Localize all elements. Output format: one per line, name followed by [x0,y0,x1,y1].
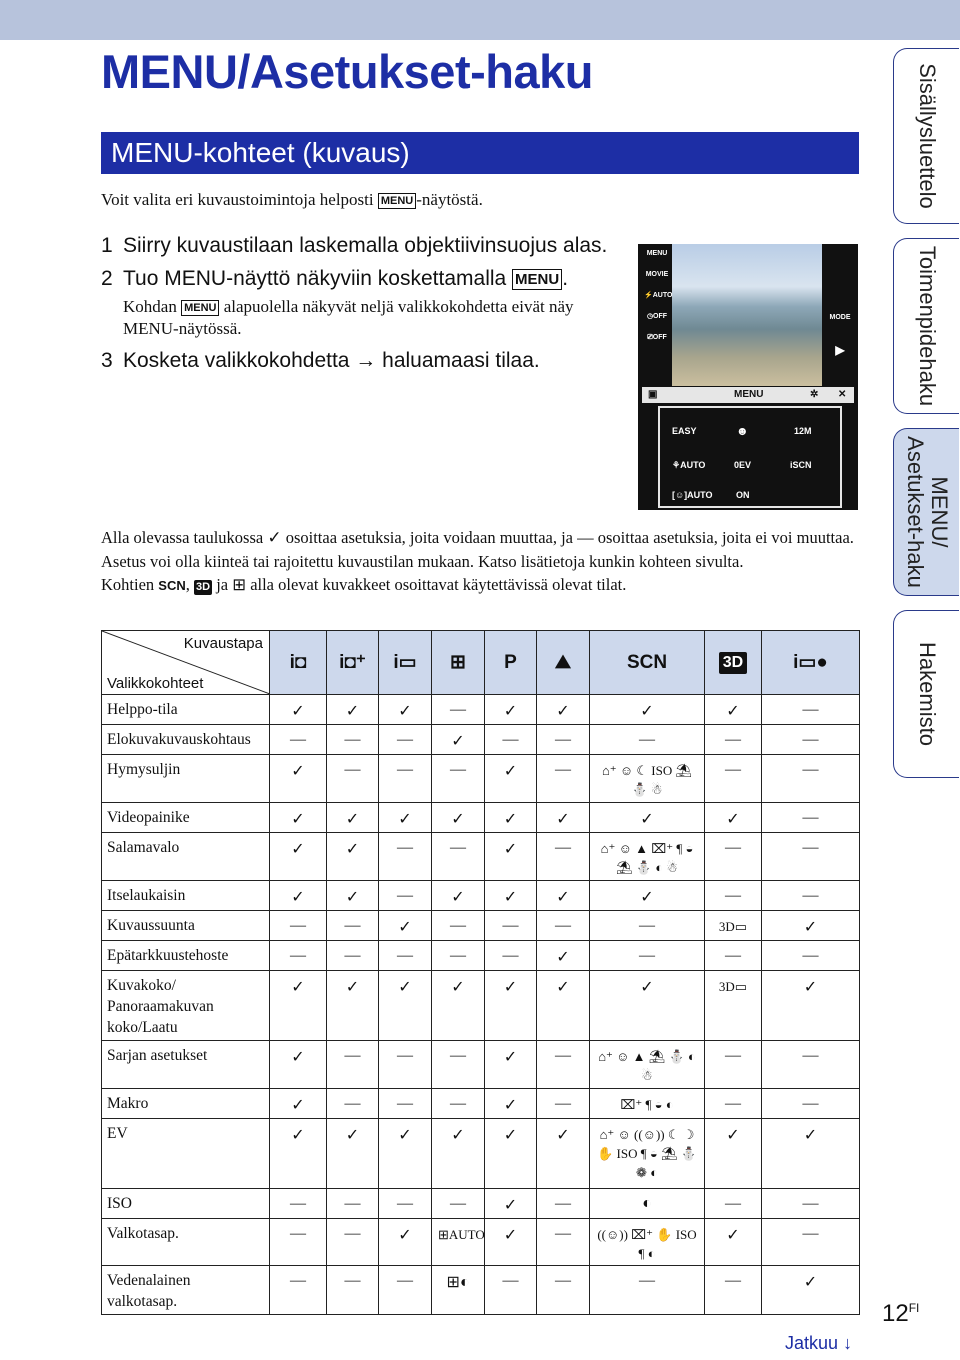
dash-mark: — [537,1041,590,1089]
dash-mark: — [270,725,327,755]
dash-mark: — [327,725,379,755]
dash-mark: — [327,911,379,941]
check-mark: ✓ [379,971,432,1041]
page-lang: FI [908,1301,920,1315]
note-after: alapuolella näkyvät neljä valikkokohdetta eivät näy MENU-näytössä. [123,297,574,338]
menu-key-icon: MENU [181,300,219,316]
step-number: 1 [101,234,113,257]
table-row [102,911,860,941]
check-mark: ✓ [327,695,379,725]
dash-mark: — [762,1219,860,1266]
ev-icon: 0EV [734,460,752,470]
row-label: Salamavalo [102,833,270,881]
page-title: MENU/Asetukset-haku [101,45,593,98]
dash-mark: — [762,755,860,803]
dash-mark: — [762,941,860,971]
dash-mark: — [705,941,762,971]
dash-mark: — [537,911,590,941]
p2-part1: Kohtien [101,575,159,594]
page-number-value: 12 [882,1300,909,1327]
dash-mark: — [432,1189,485,1219]
step-number: 2 [101,267,113,290]
timer-icon: ◷OFF [646,313,668,320]
check-mark: ✓ [537,941,590,971]
dash-mark: — [705,1089,762,1119]
macro-icon: ⚘AUTO [672,460,706,470]
intro-text [101,190,483,210]
note-before: Kohdan [123,297,182,316]
table-row [102,1119,860,1189]
table-row [102,941,860,971]
dash-mark: — [379,755,432,803]
dash-mark: — [270,1219,327,1266]
row-label: ISO [102,1189,270,1219]
table-row [102,1041,860,1089]
check-mark: ✓ [590,881,705,911]
check-mark: ✓ [485,971,537,1041]
dash-mark: — [327,755,379,803]
check-mark: ✓ [432,803,485,833]
check-mark: ✓ [485,755,537,803]
tab-label: Hakemisto [914,642,940,746]
check-mark: ✓ [270,755,327,803]
table-row [102,881,860,911]
check-mark: ✓ [485,695,537,725]
mode-icons: ◐ [590,1189,705,1219]
mode-superior-auto: i◘⁺ [327,631,379,695]
dash-mark: — [327,1219,379,1266]
table-row [102,1266,860,1315]
row-label: Hymysuljin [102,755,270,803]
dash-mark: — [379,833,432,881]
image-size-icon: 12M [794,426,812,436]
check-mark: ✓ [432,1119,485,1189]
dash-mark: — [590,911,705,941]
check-mark: ✓ [327,1119,379,1189]
dash-mark: — [537,1089,590,1119]
mode-scene: SCN [590,631,705,695]
table-corner [102,631,270,695]
steps-list [101,232,621,374]
check-mark: ✓ [379,803,432,833]
check-mark: ✓ [762,1119,860,1189]
check-mark: ✓ [270,833,327,881]
dash-mark: — [327,1041,379,1089]
corner-bottom-label: Valikkokohteet [107,675,204,692]
check-mark: ✓ [705,803,762,833]
arrow-down-icon: ↓ [843,1333,853,1353]
step-2 [101,265,621,340]
close-icon: ✕ [838,389,847,400]
tab-label: Sisällysluettelo [914,63,940,209]
mode-3d [705,631,762,695]
dash-mark: — [432,833,485,881]
tab-index[interactable] [893,610,959,778]
mode-icons: ⊞AUTO [432,1219,485,1266]
table-row [102,1219,860,1266]
mode-intelligent-panorama: i▭ [379,631,432,695]
menu-key-icon: MENU [512,269,562,290]
check-mark: ✓ [485,1041,537,1089]
row-label: Elokuvakuvauskohtaus [102,725,270,755]
p1-after: osoittaa asetuksia, joita voidaan muuttaa, ja — osoittaa asetuksia, joita ei voi muuttaa. Asetus voi olla kiinteä tai rajoitettu kuvaustilan mukaan. Katso lisätietoja kunkin kohteen sivulta. [101,528,854,571]
table-row [102,1089,860,1119]
row-label: Valkotasap. [102,1219,270,1266]
check-mark: ✓ [432,971,485,1041]
check-mark: ✓ [762,1266,860,1315]
dash-mark: — [705,755,762,803]
dash-mark: — [762,725,860,755]
row-label: Vedenalainen valkotasap. [102,1266,270,1315]
check-icon: ✓ [267,528,282,547]
explanation-paragraph [101,526,861,598]
mode-program: P [485,631,537,695]
mode-icons: 3D▭ [705,971,762,1041]
table-row [102,803,860,833]
section-heading: MENU-kohteet (kuvaus) [101,132,859,174]
check-mark: ✓ [327,803,379,833]
dash-mark: — [705,1041,762,1089]
step-text: Siirry kuvaustilaan laskemalla objektiivinsuojus alas. [123,234,608,257]
check-mark: ✓ [485,1119,537,1189]
dash-mark: — [432,1041,485,1089]
check-mark: ✓ [762,911,860,941]
menu-items-table [101,630,860,1315]
mode-icons: ⌧⁺ ¶ ◒ ◐ [590,1089,705,1119]
check-mark: ✓ [270,695,327,725]
toolbox-icon: ▣ [648,389,658,400]
camera-menu-panel [658,406,842,508]
step-1 [101,232,621,259]
dash-mark: — [379,1189,432,1219]
dash-mark: — [762,1189,860,1219]
check-mark: ✓ [485,1189,537,1219]
table-row [102,695,860,725]
check-mark: ✓ [762,971,860,1041]
check-mark: ✓ [379,1219,432,1266]
dash-mark: — [762,1041,860,1089]
face-icon: [☺]AUTO [672,490,713,500]
mode-background-defocus: ⛰ [537,631,590,695]
check-mark: ✓ [379,695,432,725]
check-mark: ✓ [537,881,590,911]
dash-mark: — [270,1266,327,1315]
table-row [102,725,860,755]
step-note [123,296,621,340]
check-mark: ✓ [705,695,762,725]
row-label: Makro [102,1089,270,1119]
mode-icons: ⌂⁺ ☺ ☾ ISO ⛱ ⛄ ☃ [590,755,705,803]
check-mark: ✓ [705,1219,762,1266]
dash-mark: — [270,1189,327,1219]
row-label: Kuvakoko/ Panoraamakuvan koko/Laatu [102,971,270,1041]
mode-movie: ⊞ [432,631,485,695]
row-label: Itselaukaisin [102,881,270,911]
on-icon: ON [736,490,750,500]
iscn-icon: iSCN [790,460,812,470]
mode-icons: ⌂⁺ ☺ ▲ ⛱ ⛄ ◐ ☃ [590,1041,705,1089]
dash-mark: — [705,833,762,881]
p2-part4: alla olevat kuvakkeet osoittavat käytettävissä olevat tilat. [246,575,627,594]
table-row [102,971,860,1041]
dash-mark: — [485,941,537,971]
dash-mark: — [432,755,485,803]
dash-mark: — [432,941,485,971]
mode-icon: MODE [829,314,851,321]
step-text-end: . [562,267,569,290]
mode-panorama-special: i▭● [762,631,860,695]
step-number: 3 [101,349,113,372]
camera-screen-illustration [638,244,858,510]
check-mark: ✓ [379,1119,432,1189]
check-mark: ✓ [270,971,327,1041]
dash-mark: — [270,941,327,971]
dash-mark: — [270,911,327,941]
dash-mark: — [537,755,590,803]
check-mark: ✓ [270,1089,327,1119]
row-label: Helppo-tila [102,695,270,725]
dash-mark: — [590,941,705,971]
dash-mark: — [379,1089,432,1119]
check-mark: ✓ [590,695,705,725]
play-icon: ▶ [835,343,845,357]
check-mark: ✓ [327,971,379,1041]
dash-mark: — [379,1266,432,1315]
dash-mark: — [705,1189,762,1219]
check-mark: ✓ [705,1119,762,1189]
movie-icon: MOVIE [645,271,669,278]
check-mark: ✓ [485,1219,537,1266]
dash-mark: — [379,1041,432,1089]
check-mark: ✓ [485,803,537,833]
table-row [102,755,860,803]
dash-mark: — [590,1266,705,1315]
dash-mark: — [379,941,432,971]
step-text: Tuo MENU-näyttö näkyviin koskettamalla [123,267,513,290]
dash-mark: — [705,881,762,911]
mode-icons: ((☺)) ⌧⁺ ✋ ISO ¶ ◐ [590,1219,705,1266]
dash-mark: — [705,1266,762,1315]
dash-mark: — [537,1189,590,1219]
check-mark: ✓ [270,881,327,911]
dash-mark: — [537,833,590,881]
dash-mark: — [762,695,860,725]
continue-label: Jatkuu [785,1333,839,1353]
paragraph-1 [101,526,861,573]
check-mark: ✓ [432,725,485,755]
dash-mark: — [762,1089,860,1119]
p2-part2: , [185,575,194,594]
menu-icon: MENU [646,250,668,257]
dash-mark: — [327,1089,379,1119]
dash-mark: — [762,803,860,833]
dash-mark: — [432,911,485,941]
continue-link[interactable] [785,1333,852,1354]
dash-mark: — [432,1089,485,1119]
dash-mark: — [485,1266,537,1315]
paragraph-2 [101,573,861,598]
mode-intelligent-auto: i◘ [270,631,327,695]
dash-mark: — [590,725,705,755]
settings-icon: ✲ [810,389,819,400]
check-mark: ✓ [537,971,590,1041]
dash-mark: — [537,725,590,755]
dash-mark: — [485,911,537,941]
table-header-row [102,631,860,695]
burst-icon: ⎚OFF [647,334,667,341]
check-mark: ✓ [537,1119,590,1189]
check-mark: ✓ [537,695,590,725]
step-text: Kosketa valikkokohdetta → haluamaasi tilaa. [123,349,540,372]
dash-mark: — [762,881,860,911]
row-label: Kuvaussuunta [102,911,270,941]
dash-mark: — [537,1219,590,1266]
p1-before: Alla olevassa taulukossa [101,528,268,547]
check-mark: ✓ [327,881,379,911]
check-mark: ✓ [485,881,537,911]
dash-mark: — [705,725,762,755]
row-label: Videopainike [102,803,270,833]
table-row [102,833,860,881]
check-mark: ✓ [270,1041,327,1089]
check-mark: ✓ [485,833,537,881]
menu-label: MENU [734,389,764,400]
top-bar [0,0,960,40]
flash-icon: ⚡AUTO [644,292,673,299]
p2-part3: ja [212,575,233,594]
mode-icons: ⌂⁺ ☺ ▲ ⌧⁺ ¶ ◒ ⛱ ⛄ ◐ ☃ [590,833,705,881]
easy-item: EASY [672,426,697,436]
check-mark: ✓ [590,971,705,1041]
check-mark: ✓ [590,803,705,833]
row-label: Sarjan asetukset [102,1041,270,1089]
step-3 [101,347,621,374]
dash-mark: — [327,1189,379,1219]
tab-label: MENU/ Asetukset-haku [902,436,952,588]
mode-icons: 3D▭ [705,911,762,941]
check-mark: ✓ [379,911,432,941]
camera-left-icons [644,248,673,353]
scn-icon: SCN [158,578,186,593]
check-mark: ✓ [270,1119,327,1189]
tab-label: Toimenpidehaku [914,245,940,407]
mode-icons: ⌂⁺ ☺ ((☺)) ☾ ☽ ✋ ISO ¶ ◒ ⛱ ⛄ ❁ ◐ [590,1119,705,1189]
dash-mark: — [327,941,379,971]
tab-menu-settings-search[interactable] [893,428,959,596]
dash-mark: — [379,725,432,755]
dash-mark: — [327,1266,379,1315]
tab-contents[interactable] [893,48,959,224]
dash-mark: — [432,695,485,725]
3d-mode-label: 3D [719,652,747,674]
3d-icon: 3D [196,581,211,593]
beach-photo [672,244,822,386]
dash-mark: — [379,881,432,911]
intro-after: -näytöstä. [416,190,483,209]
corner-top-label: Kuvaustapa [183,635,263,652]
check-mark: ✓ [485,1089,537,1119]
dash-mark: — [537,1266,590,1315]
smile-icon: ☻ [736,424,749,438]
page-number [882,1300,919,1328]
menu-key-icon: MENU [378,193,416,209]
camera-menu-bar [642,387,854,403]
check-mark: ✓ [327,833,379,881]
check-mark: ✓ [537,803,590,833]
dash-mark: — [485,725,537,755]
table-row [102,1189,860,1219]
camera-right-icons [828,314,852,357]
dash-mark: — [762,833,860,881]
mode-icons: ⊞◐ [432,1266,485,1315]
check-mark: ✓ [270,803,327,833]
intro-before: Voit valita eri kuvaustoimintoja helposti [101,190,378,209]
row-label: EV [102,1119,270,1189]
row-label: Epätarkkuustehoste [102,941,270,971]
tab-operation-search[interactable] [893,238,959,414]
check-mark: ✓ [432,881,485,911]
film-icon: ⊞ [232,575,247,594]
